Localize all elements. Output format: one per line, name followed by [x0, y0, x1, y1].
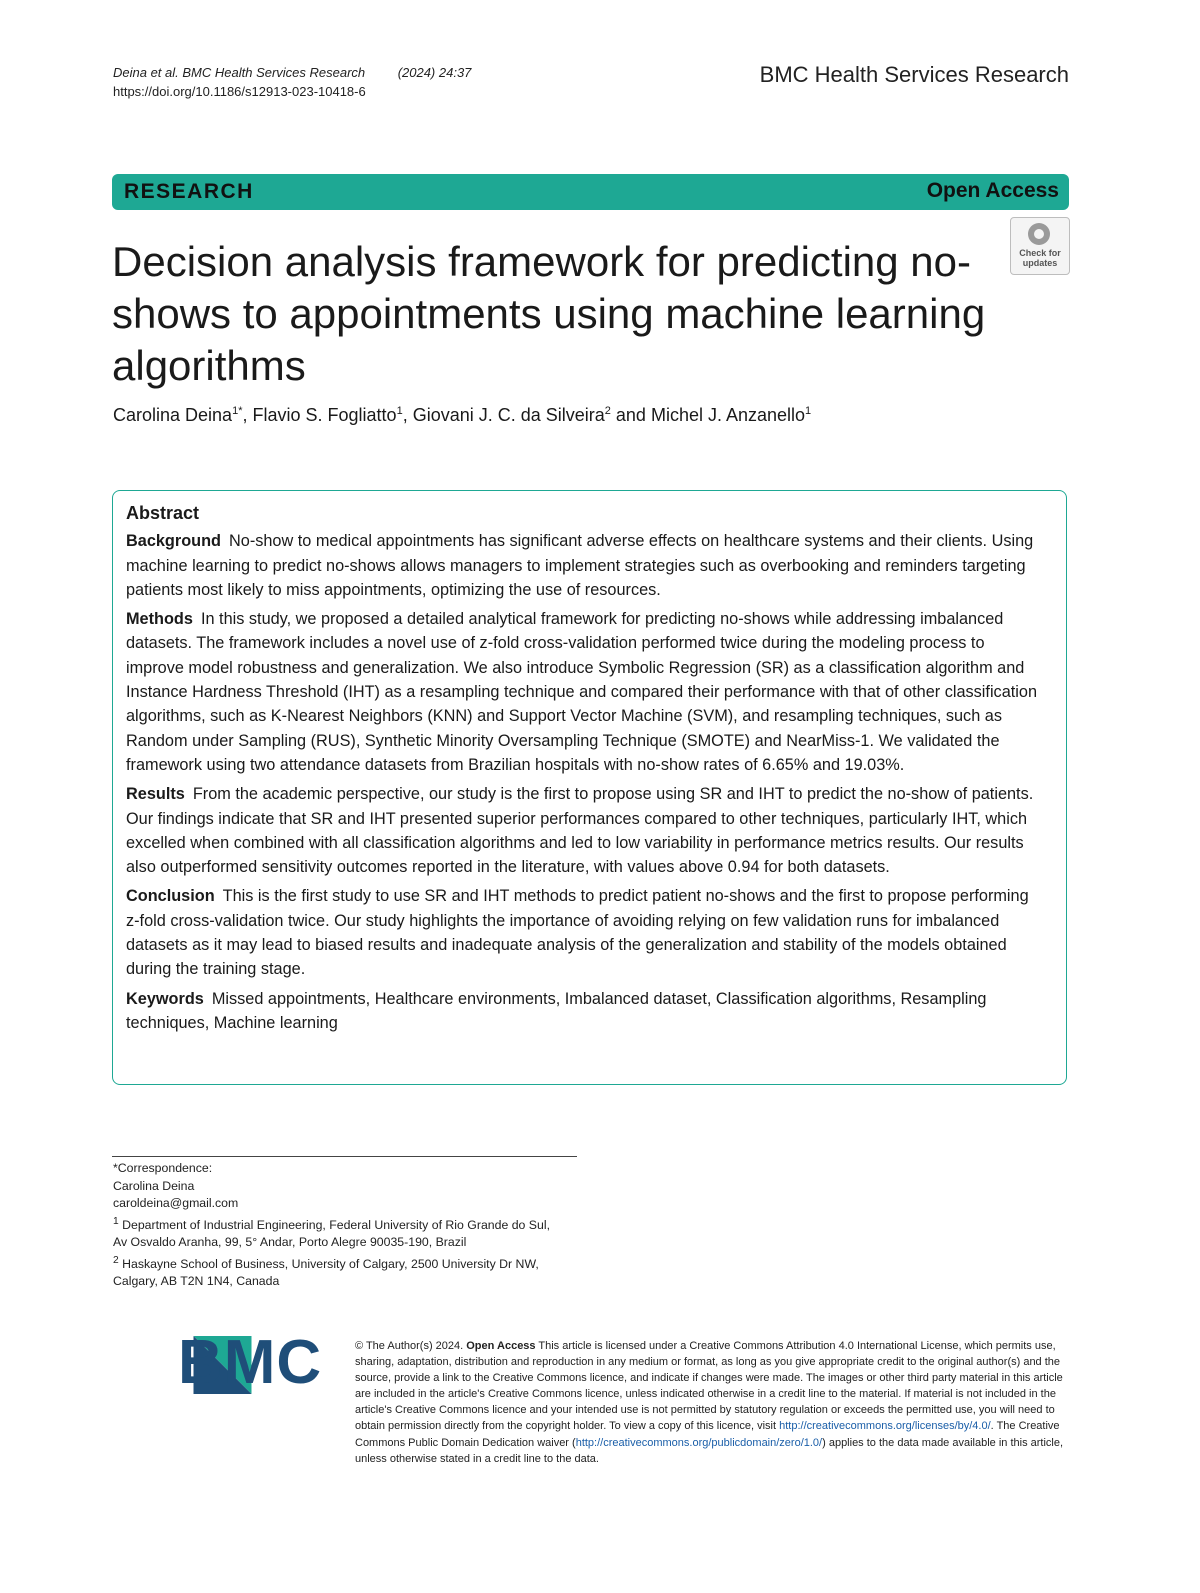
author-affiliation-marker: 1 [805, 405, 812, 417]
section-text: This is the first study to use SR and IHT methods to predict patient no-shows and the first to propose performing z-fold cross-validation twice. Our study highlights the importance of avoiding relying on few validation runs for imbalanced datasets as it may lead to biased results and inadequate analysis of the generalization and stability of the models obtained during the training stage. [126, 887, 1029, 979]
doi-link[interactable]: https://doi.org/10.1186/s12913-023-10418-6 [113, 84, 366, 99]
abstract-background [126, 529, 1046, 602]
section-text: No-show to medical appointments has significant adverse effects on healthcare systems and their clients. Using machine learning to predict no-shows allows managers to implement strategies such as overbooking and reminders targeting patients most likely to miss appointments, optimizing the use of resources. [126, 532, 1034, 599]
article-type-banner [112, 174, 1069, 210]
check-updates-label: Check for updates [1019, 248, 1061, 268]
abstract-content [126, 501, 1046, 1040]
check-for-updates-button[interactable] [1010, 217, 1070, 275]
section-label: Methods [126, 610, 193, 629]
open-access-label: Open Access [926, 179, 1059, 202]
footnote-divider [112, 1156, 577, 1157]
correspondence-email[interactable]: caroldeina@gmail.com [113, 1196, 239, 1210]
author-affiliation-marker: 1* [232, 405, 243, 417]
abstract-keywords [126, 987, 1046, 1036]
journal-name: BMC Health Services Research [759, 62, 1069, 87]
author-affiliation-marker: 1 [396, 405, 403, 417]
section-label: Background [126, 532, 221, 551]
article-title: Decision analysis framework for predicting no-shows to appointments using machine learning algorithms [112, 238, 986, 389]
abstract-box [112, 490, 1067, 1085]
citation-year: (2024) 24:37 [397, 65, 472, 80]
abstract-methods [126, 607, 1046, 777]
section-text: From the academic perspective, our study is the first to propose using SR and IHT to predict the no-show of patients. Our findings indicate that SR and IHT presented superior performances compared to other techniques, particularly IHT, which excelled when combined with all classification algorithms and led to low variability in performance metrics results. Our results also outperformed sensitivity outcomes reported in the literature, with values above 0.94 for both datasets. [126, 785, 1034, 877]
section-label: Conclusion [126, 887, 215, 906]
crossmark-icon [1028, 223, 1050, 245]
license-text: © The Author(s) 2024. Open Access This article is licensed under a Creative Commons Attribution 4.0 International License, which permits use, sharing, adaptation, distribution and reproduction in any medium or format, as long as you give appropriate credit to the original author(s) and the source, provide a link to the Creative Commons licence, and indicate if changes were made. The images or other third party material in this article are included in the article's Creative Commons licence, unless indicated otherwise in a credit line to the material. If material is not included in the article's Creative Commons licence and your intended use is not permitted by statutory regulation or exceeds the permitted use, you will need to obtain permission directly from the copyright holder. To view a copy of this licence, visit http://creativecommons.org/licenses/by/4.0/. The Creative Commons Public Domain Dedication waiver (http://creativecommons.org/publicdomain/zero/1.0/) applies to the data made available in this article, unless otherwise stated in a credit line to the data. [355, 1340, 1064, 1465]
article-type-label: RESEARCH [124, 180, 254, 203]
footnotes [113, 1160, 553, 1291]
section-label: Results [126, 785, 185, 804]
affiliation-2: $^2$ Haskayne School of Business, University of Calgary, 2500 University Dr NW, Calgary, AB T2N 1N4, Canada [113, 1254, 539, 1289]
author-name[interactable]: Carolina Deina [113, 405, 233, 425]
public-domain-link[interactable]: http://creativecommons.org/publicdomain/zero/1.0/ [575, 1436, 823, 1449]
section-text: Missed appointments, Healthcare environments, Imbalanced dataset, Classification algorithms, Resampling techniques, Machine learning [126, 989, 987, 1032]
author-affiliation-marker: 2 [604, 405, 611, 417]
author-name[interactable]: Michel J. Anzanello [650, 405, 806, 425]
section-text: In this study, we proposed a detailed analytical framework for predicting no-shows while addressing imbalanced datasets. The framework includes a novel use of z-fold cross-validation performed twice during the modeling process to improve model robustness and generalization. We also introduce Symbolic Regression (SR) as a classification algorithm and Instance Hardness Threshold (IHT) as a resampling technique and compared their performance with that of other classification algorithms, such as K-Nearest Neighbors (KNN) and Support Vector Machine (SVM), and resampling techniques, such as Random under Sampling (RUS), Synthetic Minority Oversampling Technique (SMOTE) and NearMiss-1. We validated the framework using two attendance datasets from Brazilian hospitals with no-show rates of 6.65% and 19.03%. [126, 610, 1038, 774]
author-list: Carolina Deina$^{1*}$, Flavio S. Fogliatto$^1$, Giovani J. C. da Silveira$^2$ and Michel J. Anzanello$^1$ [113, 405, 812, 425]
section-label: Keywords [126, 989, 204, 1008]
abstract-results [126, 782, 1046, 879]
bmc-logo-text: BMC [178, 1328, 323, 1397]
correspondence-name: Carolina Deina [113, 1178, 195, 1193]
citation-line [113, 64, 471, 82]
citation-journal: Deina et al. BMC Health Services Research [113, 65, 366, 80]
affiliation-1: $^1$ Department of Industrial Engineering, Federal University of Rio Grande do Sul, Av Osvaldo Aranha, 99, 5° Andar, Porto Alegre 90035-190, Brazil [113, 1215, 551, 1250]
author-name[interactable]: Flavio S. Fogliatto [252, 405, 397, 425]
correspondence-label: *Correspondence: [113, 1161, 213, 1175]
license-link[interactable]: http://creativecommons.org/licenses/by/4.0/ [779, 1420, 991, 1433]
abstract-heading: Abstract [126, 503, 200, 523]
abstract-conclusion [126, 884, 1046, 981]
author-name[interactable]: Giovani J. C. da Silveira [412, 405, 605, 425]
